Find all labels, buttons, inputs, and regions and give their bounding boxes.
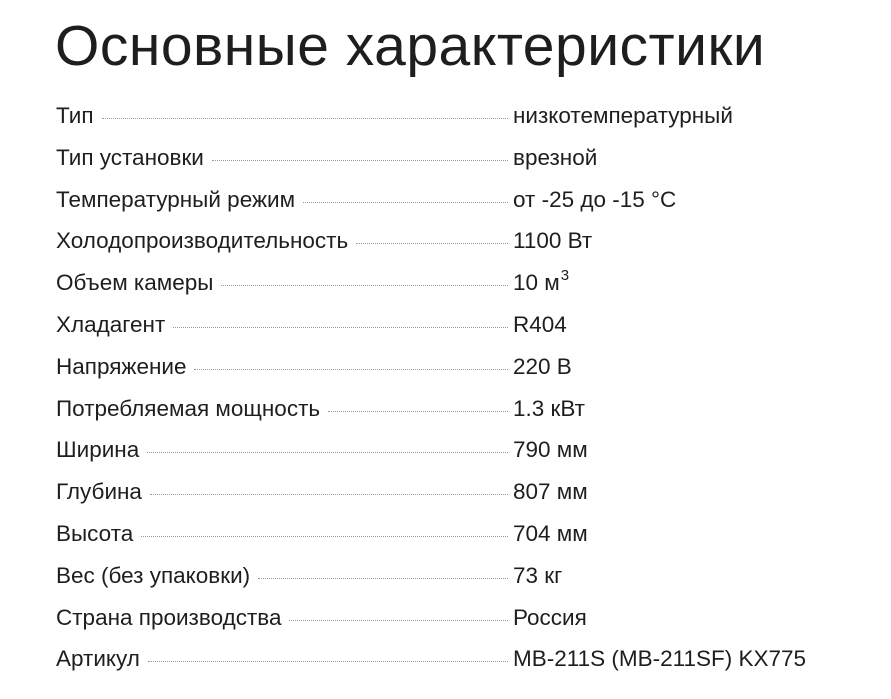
dotted-leader — [173, 327, 508, 328]
spec-label: Напряжение — [56, 353, 187, 379]
spec-row-width — [56, 429, 856, 471]
spec-label: Потребляемая мощность — [56, 395, 321, 421]
dotted-leader — [258, 578, 508, 579]
spec-value: от -25 до -15 °C — [513, 186, 677, 212]
spec-value-text: 10 м — [513, 270, 560, 296]
spec-row-temperature-mode — [56, 179, 856, 221]
dotted-leader — [356, 243, 508, 244]
dotted-leader — [212, 160, 508, 161]
dotted-leader — [303, 202, 508, 203]
spec-list — [56, 95, 856, 680]
page-title: Основные характеристики — [55, 14, 766, 78]
spec-value: 220 В — [513, 353, 572, 379]
spec-row-country — [56, 597, 856, 639]
spec-row-refrigerant — [56, 304, 856, 346]
spec-label: Тип — [56, 103, 94, 128]
spec-value: 73 кг — [513, 562, 563, 588]
spec-label: Страна производства — [56, 604, 282, 630]
dotted-leader — [194, 369, 508, 370]
dotted-leader — [150, 494, 508, 495]
spec-value: 790 мм — [513, 437, 588, 463]
dotted-leader — [328, 411, 508, 412]
spec-row-power-consumption — [56, 388, 856, 430]
spec-value: MB-211S (MB-211SF) KX775 — [513, 646, 807, 672]
spec-label: Высота — [56, 520, 134, 546]
spec-row-weight — [56, 555, 856, 597]
spec-value: 1100 Вт — [513, 228, 593, 254]
spec-row-voltage — [56, 346, 856, 388]
spec-value: 807 мм — [513, 479, 588, 505]
dotted-leader — [147, 452, 508, 453]
spec-label: Температурный режим — [56, 186, 296, 212]
dotted-leader — [102, 118, 508, 119]
spec-label: Холодопроизводительность — [56, 228, 349, 254]
spec-value: Россия — [513, 604, 587, 630]
spec-value: врезной — [513, 144, 598, 170]
spec-row-cooling-capacity — [56, 220, 856, 262]
spec-row-depth — [56, 471, 856, 513]
spec-label: Хладагент — [56, 311, 166, 337]
dotted-leader — [141, 536, 508, 537]
spec-value — [513, 262, 569, 307]
dotted-leader — [289, 620, 508, 621]
spec-label: Тип установки — [56, 144, 204, 170]
spec-row-article — [56, 638, 856, 680]
spec-value: R404 — [513, 311, 567, 337]
spec-row-type — [56, 95, 856, 137]
unit-superscript: 3 — [560, 267, 570, 285]
dotted-leader — [221, 285, 508, 286]
spec-value: 704 мм — [513, 520, 588, 546]
spec-label: Объем камеры — [56, 270, 214, 296]
spec-label: Глубина — [56, 479, 142, 505]
spec-label: Артикул — [56, 646, 140, 672]
spec-value: 1.3 кВт — [513, 395, 585, 421]
spec-row-chamber-volume — [56, 262, 856, 304]
spec-label: Вес (без упаковки) — [56, 562, 251, 588]
spec-row-installation-type — [56, 137, 856, 179]
spec-row-height — [56, 513, 856, 555]
dotted-leader — [148, 661, 508, 662]
spec-value: низкотемпературный — [513, 103, 733, 128]
spec-label: Ширина — [56, 437, 140, 463]
